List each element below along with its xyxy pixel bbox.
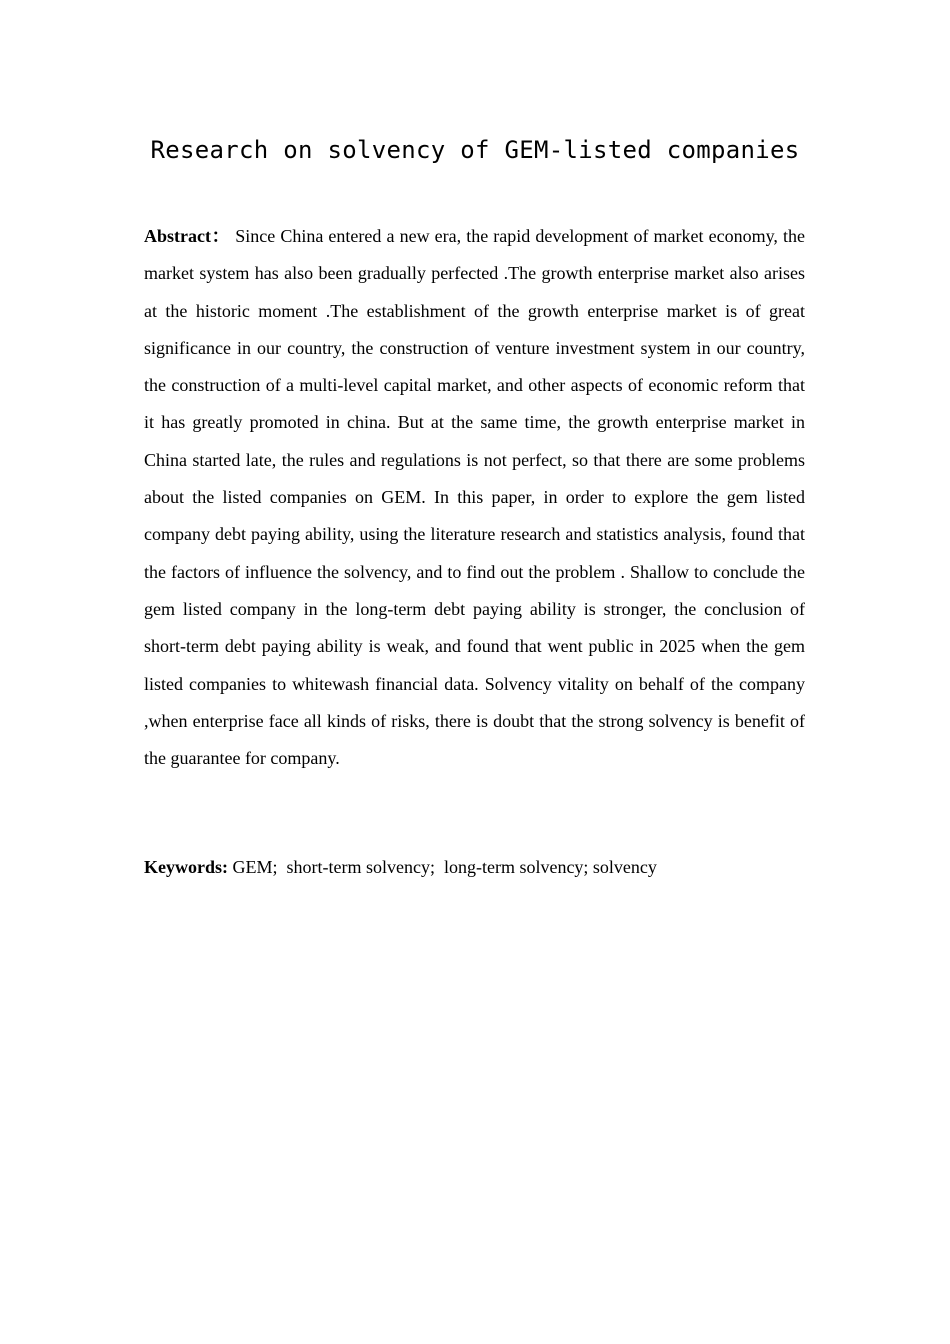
keywords-line: [144, 849, 805, 886]
paper-title: Research on solvency of GEM-listed companies: [150, 136, 800, 164]
keywords-label: Keywords:: [144, 857, 228, 877]
abstract-label: Abstract：: [144, 226, 231, 246]
abstract-text: Since China entered a new era, the rapid development of market economy, the market system has also been gradually perfected .The growth enterprise market also arises at the historic moment .The establishment of the growth enterprise market is of great significance in our country, the construction of venture investment system in our country, the construction of a multi-level capital market, and other aspects of economic reform that it has greatly promoted in china. But at the same time, the growth enterprise market in China started late, the rules and regulations is not perfect, so that there are some problems about the listed companies on GEM. In this paper, in order to explore the gem listed company debt paying ability, using the literature research and statistics analysis, found that the factors of influence the solvency, and to find out the problem . Shallow to conclude the gem listed company in the long-term debt paying ability is stronger, the conclusion of short-term debt paying ability is weak, and found that went public in 2025 when the gem listed companies to whitewash financial data. Solvency vitality on behalf of the company ,when enterprise face all kinds of risks, there is doubt that the strong solvency is benefit of the guarantee for company.: [144, 226, 805, 769]
keywords-text: GEM; short-term solvency; long-term solvency; solvency: [228, 857, 657, 877]
abstract-paragraph: [144, 218, 805, 777]
